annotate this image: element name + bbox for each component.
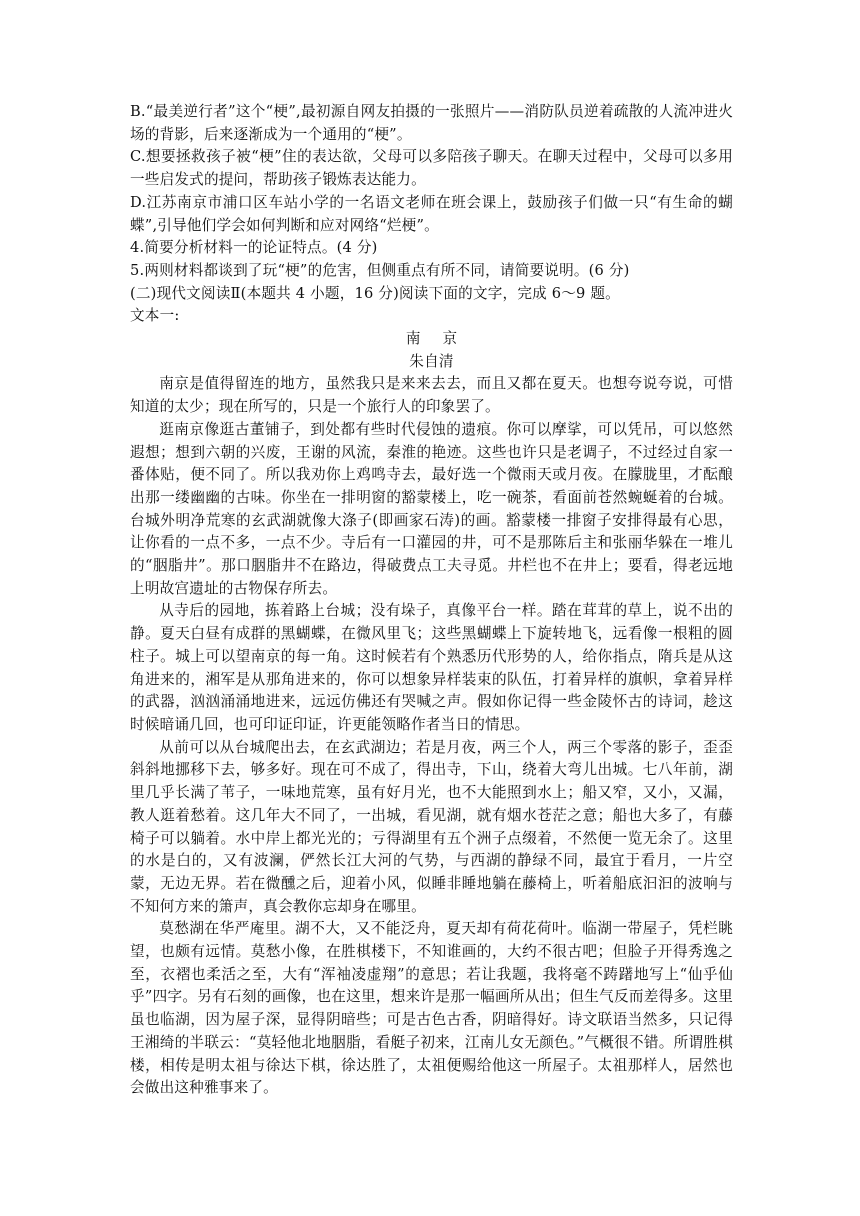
question-3-option-d: D.江苏南京市浦口区车站小学的一名语文老师在班会课上，鼓励孩子们做一只“有生命的蝴蝶”,引导他们学会如何判断和应对网络“烂梗”。 [130, 193, 733, 234]
article-paragraph: 莫愁湖在华严庵里。湖不大，又不能泛舟，夏天却有荷花荷叶。临湖一带屋子，凭栏眺望，也颇有远情。莫愁小像，在胜棋楼下，不知谁画的，大约不很古吧；但脸子开得秀逸之至，衣褶也柔活之至，大有“浑袖凌虚翔”的意思；若让我题，我将毫不踌躇地写上“仙乎仙乎”四字。另有石刻的画像，也在这里，想来许是那一幅画所从出；但生气反而差得多。这里虽也临湖，因为屋子深，显得阴暗些；可是古色古香，阴暗得好。诗文联语当然多，只记得王湘绮的半联云：“莫轻他北地胭脂，看艇子初来，江南儿女无颜色。”气概很不错。所谓胜棋楼，相传是明太祖与徐达下棋，徐达胜了，太祖便赐给他这一所屋子。太祖那样人，居然也会做出这种雅事来了。 [130, 920, 733, 1097]
text-label: 文本一: [130, 307, 180, 325]
question-4: 4.简要分析材料一的论证特点。(4 分) [130, 239, 378, 257]
article-paragraph: 逛南京像逛古董铺子，到处都有些时代侵蚀的遗痕。你可以摩挲，可以凭吊，可以悠然遐想；想到六朝的兴废，王谢的风流，秦淮的艳迹。这些也许只是老调子，不过经过自家一番体贴，便不同了。所以我劝你上鸡鸣寺去，最好选一个微雨天或月夜。在朦胧里，才酝酿出那一缕幽幽的古味。你坐在一排明窗的豁蒙楼上，吃一碗茶，看面前苍然蜿蜒着的台城。台城外明净荒寒的玄武湖就像大涤子(即画家石涛)的画。豁蒙楼一排窗子安排得最有心思，让你看的一点不多，一点不少。寺后有一口灌园的井，可不是那陈后主和张丽华躲在一堆儿的“胭脂井”。那口胭脂井不在路边，得破费点工夫寻觅。井栏也不在井上；要看，得老远地上明故宫遗址的古物保存所去。 [130, 420, 733, 597]
article-title: 南京 [405, 330, 480, 348]
section-heading: (二)现代文阅读Ⅱ(本题共 4 小题，16 分)阅读下面的文字，完成 6～9 题。 [130, 284, 620, 302]
article-paragraph: 南京是值得留连的地方，虽然我只是来来去去，而且又都在夏天。也想夸说夸说，可惜知道的太少；现在所写的，只是一个旅行人的印象罢了。 [130, 375, 733, 416]
question-3-option-c: C.想要拯救孩子被“梗”住的表达欲，父母可以多陪孩子聊天。在聊天过程中，父母可以多用一些启发式的提问，帮助孩子锻炼表达能力。 [130, 148, 733, 189]
article-paragraph: 从前可以从台城爬出去，在玄武湖边；若是月夜，两三个人，两三个零落的影子，歪歪斜斜地挪移下去，够多好。现在可不成了，得出寺，下山，绕着大弯儿出城。七八年前，湖里几乎长满了苇子，一味地荒寒，虽有好月光，也不大能照到水上；船又窄，又小，又漏，教人逛着愁着。这几年大不同了，一出城，看见湖，就有烟水苍茫之意；船也大多了，有藤椅子可以躺着。水中岸上都光光的；亏得湖里有五个洲子点缀着，不然便一览无余了。这里的水是白的，又有波澜，俨然长江大河的气势，与西湖的静绿不同，最宜于看月，一片空蒙，无边无界。若在微醺之后，迎着小风，似睡非睡地躺在藤椅上，听着船底汩汩的波响与不知何方来的箫声，真会教你忘却身在哪里。 [130, 738, 733, 915]
article-paragraph: 从寺后的园地，拣着路上台城；没有垛子，真像平台一样。踏在茸茸的草上，说不出的静。夏天白昼有成群的黑蝴蝶，在微风里飞；这些黑蝴蝶上下旋转地飞，远看像一根粗的圆柱子。城上可以望南京的每一角。这时候若有个熟悉历代形势的人，给你指点，隋兵是从这角进来的，湘军是从那角进来的，你可以想象异样装束的队伍，打着异样的旗帜，拿着异样的武器，汹汹涌涌地进来，远远仿佛还有哭喊之声。假如你记得一些金陵怀古的诗词，趁这时候暗诵几回，也可印证印证，许更能领略作者当日的情思。 [130, 602, 733, 733]
article-author: 朱自清 [409, 352, 454, 370]
exam-content [130, 101, 733, 1100]
question-3-option-b: B.“最美逆行者”这个“梗”,最初源自网友拍摄的一张照片——消防队员逆着疏散的人流冲进火场的背影，后来逐渐成为一个通用的“梗”。 [130, 103, 733, 143]
question-5: 5.两则材料都谈到了玩“梗”的危害，但侧重点有所不同，请简要说明。(6 分) [130, 261, 630, 279]
